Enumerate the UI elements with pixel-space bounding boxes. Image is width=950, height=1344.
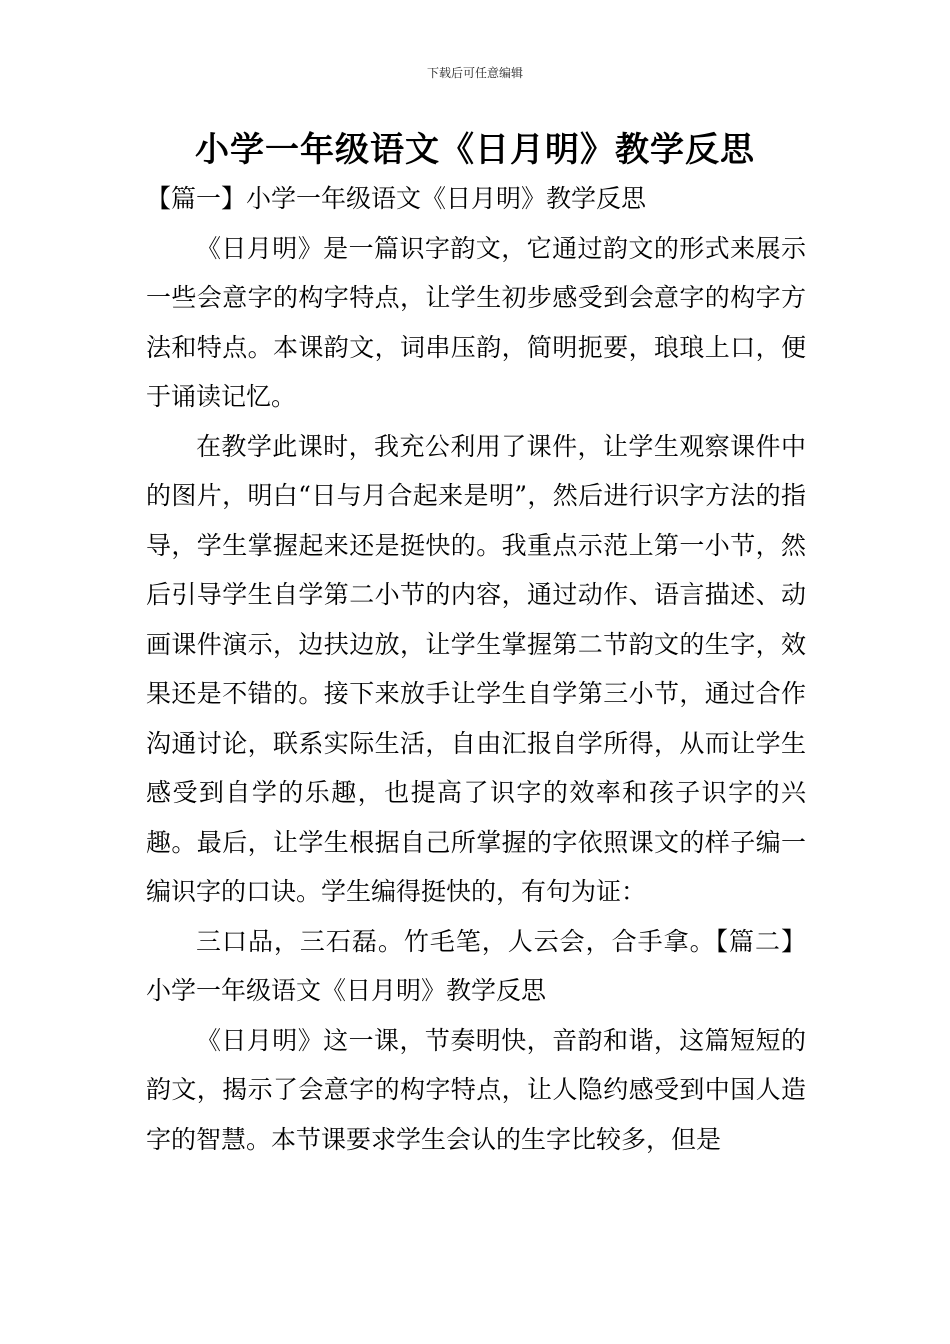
paragraph-rhyme: 三口品，三石磊。竹毛笔，人云会，合手拿。【篇二】小学一年级语文《日月明》教学反思 [146, 926, 806, 1005]
section-heading: 【篇一】小学一年级语文《日月明》教学反思 [146, 184, 647, 213]
document-body [146, 174, 806, 1164]
paragraph-section2: 《日月明》这一课，节奏明快，音韵和谐，这篇短短的韵文，揭示了会意字的构字特点，让人隐约感受到中国人造字的智慧。本节课要求学生会认的生字比较多，但是 [146, 1025, 806, 1154]
document-title: 小学一年级语文《日月明》教学反思 [195, 130, 755, 170]
paragraph-teaching: 在教学此课时，我充公利用了课件，让学生观察课件中的图片，明白“日与月合起来是明”，然后进行识字方法的指导，学生掌握起来还是挺快的。我重点示范上第一小节，然后引导学生自学第二小节的内容，通过动作、语言描述、动画课件演示，边扶边放，让学生掌握第二节韵文的生字，效果还是不错的。接下来放手让学生自学第三小节，通过合作沟通讨论，联系实际生活，自由汇报自学所得，从而让学生感受到自学的乐趣，也提高了识字的效率和孩子识字的兴趣。最后，让学生根据自己所掌握的字依照课文的样子编一编识字的口诀。学生编得挺快的，有句为证： [146, 431, 806, 906]
header-note: 下载后可任意编辑 [426, 66, 523, 80]
paragraph-intro: 《日月明》是一篇识字韵文，它通过韵文的形式来展示一些会意字的构字特点，让学生初步感受到会意字的构字方法和特点。本课韵文，词串压韵，简明扼要，琅琅上口，便于诵读记忆。 [146, 233, 806, 411]
